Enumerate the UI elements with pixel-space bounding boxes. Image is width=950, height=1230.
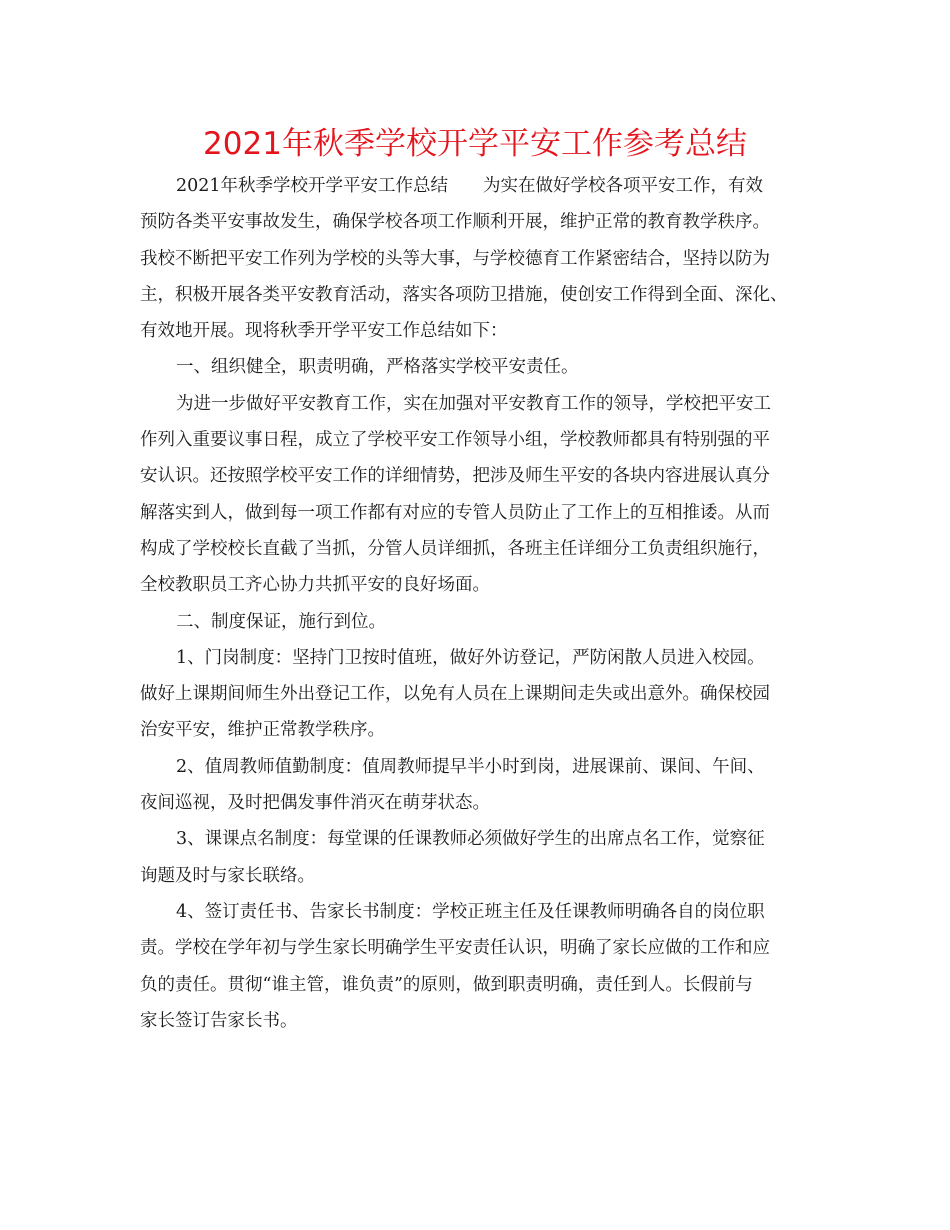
body-line: 构成了学校校长直截了当抓，分管人员详细抓，各班主任详细分工负责组织施行，: [140, 538, 770, 559]
body-line: 全校教职员工齐心协力共抓平安的良好场面。: [140, 575, 490, 596]
body-line: 预防各类平安事故发生，确保学校各项工作顺利开展，维护正常的教育教学秩序。: [140, 212, 770, 233]
body-line: 主，积极开展各类平安教育活动，落实各项防卫措施，使创安工作得到全面、深化、: [140, 284, 788, 305]
body-line: 询题及时与家长联络。: [140, 865, 315, 886]
section-heading: 一、组织健全，职责明确，严格落实学校平安责任。: [176, 357, 579, 378]
document-body: [140, 168, 820, 1039]
body-line: 做好上课期间师生外出登记工作，以免有人员在上课期间走失或出意外。确保校园: [140, 684, 770, 705]
body-line: 家长签订告家长书。: [140, 1010, 298, 1031]
body-line: 2021年秋季学校开学平安工作总结 为实在做好学校各项平安工作，有效: [176, 176, 764, 196]
body-line: 我校不断把平安工作列为学校的头等大事，与学校德育工作紧密结合，坚持以防为: [140, 248, 770, 269]
body-line: 安认识。还按照学校平安工作的详细情势，把涉及师生平安的各块内容进展认真分: [140, 466, 770, 487]
body-line: 4、签订责任书、告家长书制度：学校正班主任及任课教师明确各自的岗位职: [176, 901, 765, 922]
section-heading: 二、制度保证，施行到位。: [176, 611, 386, 632]
body-line: 作列入重要议事日程，成立了学校平安工作领导小组，学校教师都具有特别强的平: [140, 430, 770, 451]
body-line: 负的责任。贯彻“谁主管，谁负责”的原则，做到职责明确，责任到人。长假前与: [140, 974, 753, 995]
body-line: 3、课课点名制度：每堂课的任课教师必须做好学生的出席点名工作，觉察征: [176, 829, 765, 850]
document-title: 2021年秋季学校开学平安工作参考总结: [203, 126, 747, 162]
body-line: 为进一步做好平安教育工作，实在加强对平安教育工作的领导，学校把平安工: [176, 393, 771, 414]
body-line: 责。学校在学年初与学生家长明确学生平安责任认识，明确了家长应做的工作和应: [140, 938, 770, 959]
body-line: 1、门岗制度：坚持门卫按时值班，做好外访登记，严防闲散人员进入校园。: [176, 647, 765, 668]
body-line: 2、值周教师值勤制度：值周教师提早半小时到岗，进展课前、课间、午间、: [176, 756, 765, 777]
body-line: 治安平安，维护正常教学秩序。: [140, 720, 385, 741]
body-line: 夜间巡视，及时把偶发事件消灭在萌芽状态。: [140, 793, 490, 814]
body-line: 解落实到人，做到每一项工作都有对应的专管人员防止了工作上的互相推诿。从而: [140, 502, 770, 523]
body-line: 有效地开展。现将秋季开学平安工作总结如下：: [140, 321, 508, 342]
